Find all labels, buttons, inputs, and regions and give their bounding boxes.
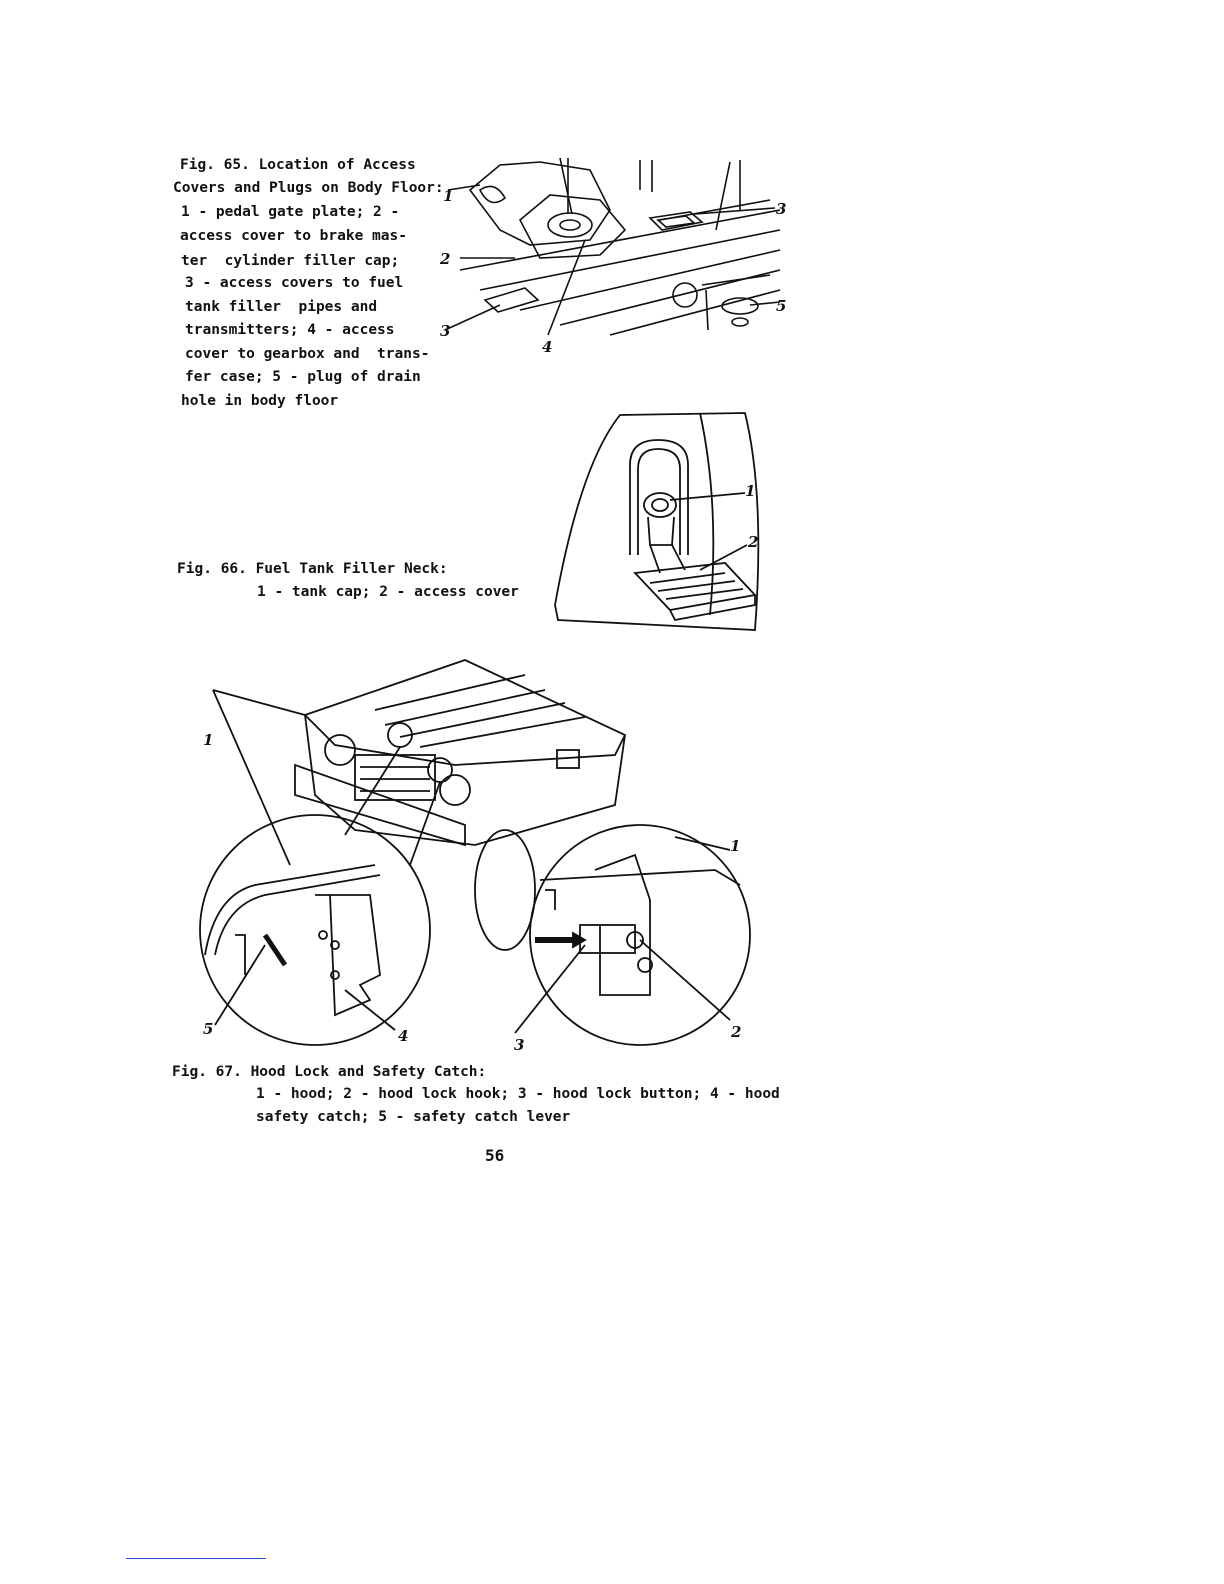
fig66-title: Fig. 66. Fuel Tank Filler Neck: — [177, 561, 448, 577]
fig66-legend: 1 - tank cap; 2 - access cover — [257, 584, 519, 600]
fig65-caption-line: 3 - access covers to fuel — [185, 275, 404, 291]
fig65-caption-line: fer case; 5 - plug of drain — [185, 369, 421, 385]
fig66-filler-neck-illustration — [550, 405, 780, 635]
fig65-caption-line: transmitters; 4 - access — [185, 322, 395, 338]
fig65-caption-line: Fig. 65. Location of Access — [180, 157, 416, 173]
fig67-callout-4: 4 — [398, 1027, 409, 1045]
page-number: 56 — [485, 1146, 505, 1165]
fig67-callout-1b: 1 — [730, 837, 741, 855]
fig65-caption-line: ter cylinder filler cap; — [181, 253, 400, 269]
fig65-callout-3b: 3 — [440, 322, 451, 340]
footnote-rule — [126, 1558, 266, 1559]
fig65-callout-2: 2 — [440, 250, 451, 268]
fig67-callout-3: 3 — [514, 1036, 525, 1054]
fig65-floor-illustration — [440, 150, 800, 370]
fig65-caption-line: 1 - pedal gate plate; 2 - — [181, 204, 400, 220]
fig65-caption-line: cover to gearbox and trans- — [185, 346, 430, 362]
fig67-callout-5: 5 — [203, 1020, 214, 1038]
fig67-callout-1: 1 — [203, 731, 214, 749]
fig67-callout-2: 2 — [731, 1023, 742, 1041]
fig65-caption-line: tank filler pipes and — [185, 299, 378, 315]
fig67-legend-line-1: 1 - hood; 2 - hood lock hook; 3 - hood lock button; 4 - hood — [256, 1086, 780, 1102]
fig65-callout-1: 1 — [443, 187, 454, 205]
fig65-caption-line: Covers and Plugs on Body Floor: — [173, 180, 444, 196]
fig67-title: Fig. 67. Hood Lock and Safety Catch: — [172, 1064, 487, 1080]
fig65-callout-4: 4 — [542, 338, 553, 356]
fig66-callout-2: 2 — [748, 533, 759, 551]
fig67-hood-lock-illustration — [195, 655, 765, 1045]
fig65-callout-5: 5 — [776, 297, 787, 315]
fig65-callout-3: 3 — [776, 200, 787, 218]
fig66-callout-1: 1 — [745, 482, 756, 500]
fig67-legend-line-2: safety catch; 5 - safety catch lever — [256, 1109, 571, 1125]
fig65-caption-line: access cover to brake mas- — [180, 228, 407, 244]
fig65-caption-line: hole in body floor — [181, 393, 339, 409]
